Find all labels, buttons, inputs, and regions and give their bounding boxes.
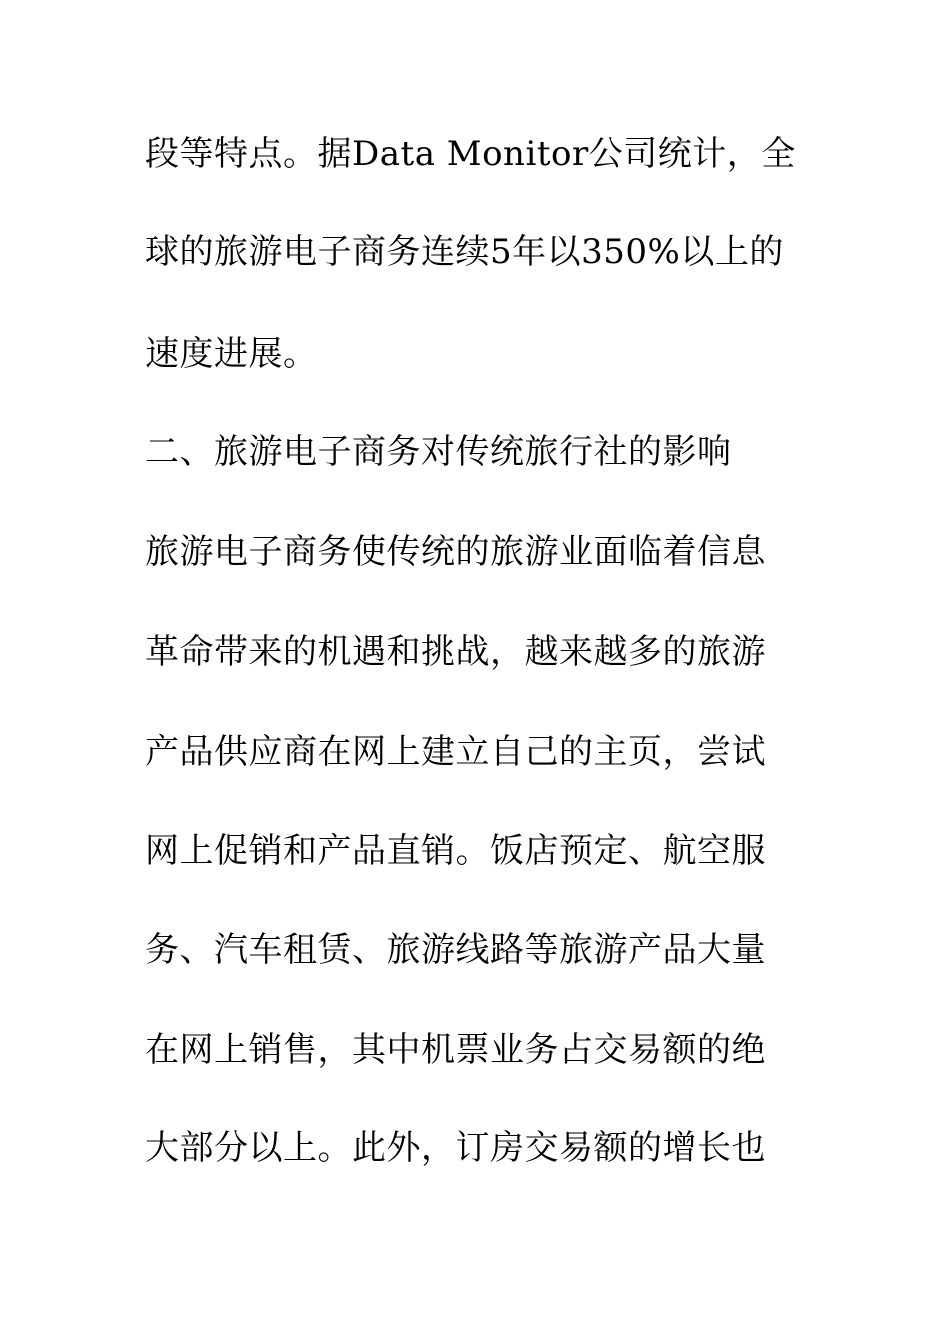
paragraph-line: 务、汽车租赁、旅游线路等旅游产品大量: [145, 930, 766, 970]
paragraph-line: 革命带来的机遇和挑战，越来越多的旅游: [145, 632, 766, 672]
paragraph-line: 网上促销和产品直销。饭店预定、航空服: [145, 831, 766, 871]
paragraph-line: 速度进展。: [145, 334, 318, 374]
paragraph-line: 段等特点。据Data Monitor公司统计，全: [145, 134, 796, 174]
section-heading: 二、旅游电子商务对传统旅行社的影响: [145, 432, 732, 472]
paragraph-line: 旅游电子商务使传统的旅游业面临着信息: [145, 532, 766, 572]
paragraph-line: 在网上销售，其中机票业务占交易额的绝: [145, 1030, 766, 1070]
paragraph-line: 产品供应商在网上建立自己的主页，尝试: [145, 732, 766, 772]
paragraph-line: 大部分以上。此外，订房交易额的增长也: [145, 1128, 766, 1168]
paragraph-line: 球的旅游电子商务连续5年以350%以上的: [145, 232, 784, 272]
